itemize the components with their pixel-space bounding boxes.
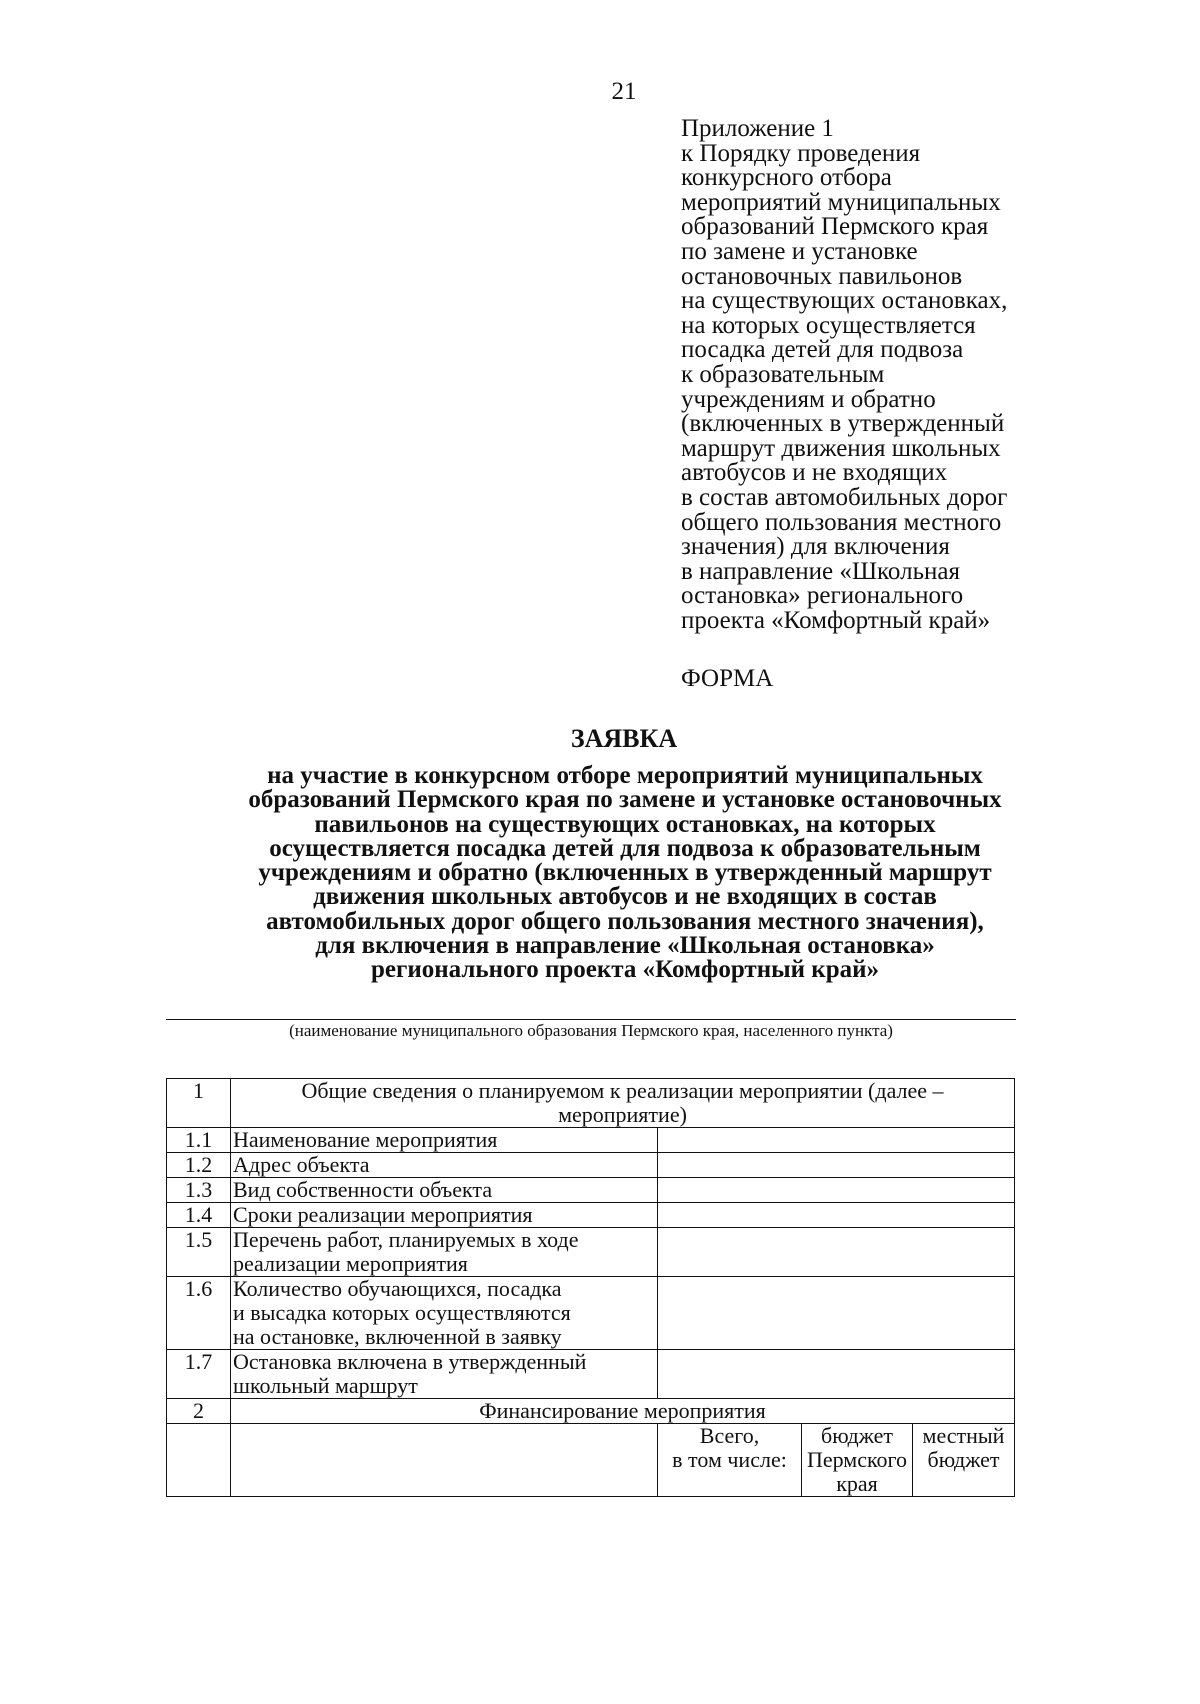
subtitle-line: учреждениям и обратно (включенных в утвержденный маршрут xyxy=(258,859,992,887)
row-value-cell[interactable] xyxy=(658,1277,1015,1350)
document-subtitle xyxy=(160,764,1090,983)
subtitle-line: на участие в конкурсном отборе мероприятий муниципальных xyxy=(267,762,983,789)
row-label: Перечень работ, планируемых в ходе реализации мероприятия xyxy=(231,1228,658,1277)
row-label: Количество обучающихся, посадка и высадка которых осуществляются на остановке, включенной в заявку xyxy=(231,1277,658,1350)
appendix-line: к Порядку проведения xyxy=(681,139,921,167)
page-number: 21 xyxy=(611,78,637,105)
municipality-name-line[interactable] xyxy=(166,1019,1016,1020)
appendix-line: конкурсного отбора xyxy=(681,164,892,192)
table-row xyxy=(167,1350,1015,1399)
row-number: 1.4 xyxy=(167,1203,231,1228)
row-value-cell[interactable] xyxy=(658,1203,1015,1228)
row-label: Остановка включена в утвержденный школьный маршрут xyxy=(231,1350,658,1399)
municipality-name-caption: (наименование муниципального образования Пермского края, населенного пункта) xyxy=(289,1021,893,1040)
appendix-line: учреждениям и обратно xyxy=(681,385,936,413)
finance-header-regional-budget: бюджет Пермского края xyxy=(802,1424,913,1497)
form-label: ФОРМА xyxy=(681,665,774,692)
row-value-cell[interactable] xyxy=(658,1350,1015,1399)
appendix-line: в направление «Школьная xyxy=(681,557,960,585)
row-label: Адрес объекта xyxy=(231,1153,658,1178)
row-value-cell[interactable] xyxy=(658,1178,1015,1203)
appendix-line: остановочных павильонов xyxy=(681,262,963,290)
subtitle-line: движения школьных автобусов и не входящих в состав xyxy=(313,883,937,911)
table-row xyxy=(167,1153,1015,1178)
appendix-line: (включенных в утвержденный xyxy=(681,410,1005,438)
row-number: 1.1 xyxy=(167,1128,231,1153)
row-value-cell[interactable] xyxy=(658,1128,1015,1153)
appendix-line: к образовательным xyxy=(681,360,885,388)
subtitle-line: павильонов на существующих остановках, на которых xyxy=(314,810,936,838)
table-row xyxy=(167,1128,1015,1153)
subtitle-line: автомобильных дорог общего пользования местного значения), xyxy=(266,907,984,935)
row-number: 1.6 xyxy=(167,1277,231,1350)
empty-cell xyxy=(231,1424,658,1497)
appendix-line: мероприятий муниципальных xyxy=(681,188,1001,216)
row-label: Вид собственности объекта xyxy=(231,1178,658,1203)
application-table xyxy=(166,1078,1015,1497)
table-row xyxy=(167,1277,1015,1350)
empty-cell xyxy=(167,1424,231,1497)
table-row xyxy=(167,1228,1015,1277)
row-value-cell[interactable] xyxy=(658,1228,1015,1277)
table-row-section-1 xyxy=(167,1079,1015,1128)
appendix-header xyxy=(681,117,1101,633)
row-number: 1 xyxy=(167,1079,231,1128)
row-label: Сроки реализации мероприятия xyxy=(231,1203,658,1228)
section-2-title: Финансирование мероприятия xyxy=(231,1399,1015,1424)
appendix-line: остановка» регионального xyxy=(681,582,964,610)
subtitle-line: регионального проекта «Комфортный край» xyxy=(370,956,880,984)
row-value-cell[interactable] xyxy=(658,1153,1015,1178)
appendix-line: проекта «Комфортный край» xyxy=(681,606,991,634)
subtitle-line: для включения в направление «Школьная остановка» xyxy=(315,932,935,960)
table-row xyxy=(167,1178,1015,1203)
document-title: ЗАЯВКА xyxy=(570,724,678,753)
appendix-line: на существующих остановках, xyxy=(681,287,1008,315)
appendix-line: автобусов и не входящих xyxy=(681,459,948,487)
appendix-line: образований Пермского края xyxy=(681,213,989,241)
appendix-line: значения) для включения xyxy=(681,533,950,561)
appendix-line: в состав автомобильных дорог xyxy=(681,483,1008,511)
row-number: 1.2 xyxy=(167,1153,231,1178)
subtitle-line: образований Пермского края по замене и установке остановочных xyxy=(248,786,1002,814)
row-number: 1.7 xyxy=(167,1350,231,1399)
appendix-line: посадка детей для подвоза xyxy=(681,336,964,364)
appendix-line: общего пользования местного xyxy=(681,508,1002,536)
section-1-title: Общие сведения о планируемом к реализации мероприятии (далее – мероприятие) xyxy=(231,1079,1015,1128)
finance-header-total: Всего, в том числе: xyxy=(658,1424,802,1497)
table-row-section-2 xyxy=(167,1399,1015,1424)
table-row xyxy=(167,1203,1015,1228)
appendix-line: по замене и установке xyxy=(681,237,918,265)
appendix-line: Приложение 1 xyxy=(681,115,834,142)
row-number: 2 xyxy=(167,1399,231,1424)
subtitle-line: осуществляется посадка детей для подвоза к образовательным xyxy=(269,834,981,862)
row-number: 1.3 xyxy=(167,1178,231,1203)
appendix-line: маршрут движения школьных xyxy=(681,434,1001,462)
finance-header-row xyxy=(167,1424,1015,1497)
row-label: Наименование мероприятия xyxy=(231,1128,658,1153)
finance-header-local-budget: местный бюджет xyxy=(913,1424,1015,1497)
appendix-line: на которых осуществляется xyxy=(681,311,976,339)
row-number: 1.5 xyxy=(167,1228,231,1277)
